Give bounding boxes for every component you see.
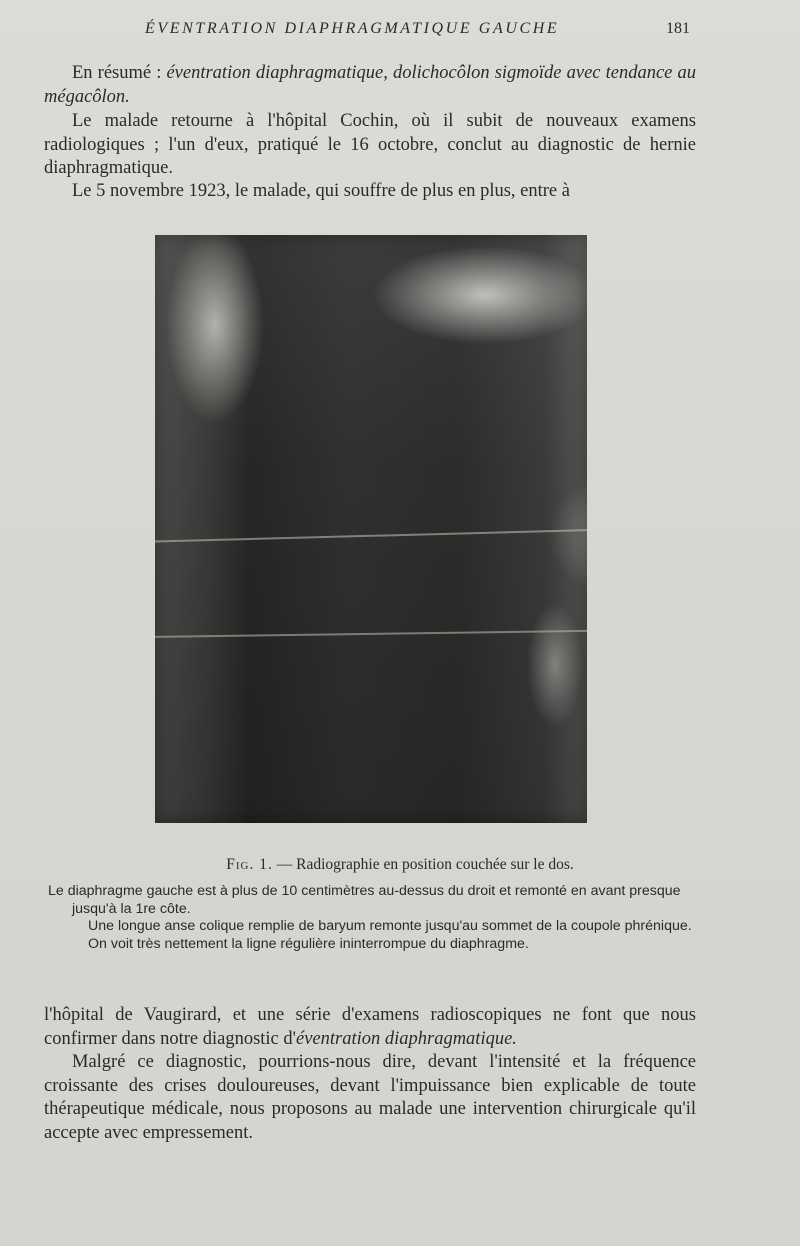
paragraph-summary [44,62,696,109]
figure-caption [0,856,800,874]
paragraph-admission: Le 5 novembre 1923, le malade, qui souffre de plus en plus, entre à [72,181,570,201]
figure-label: Fig. 1. [226,856,273,873]
running-head [0,20,800,44]
vaugirard-lead: l'hôpital de Vaugirard, et une série d'examens radioscopiques ne font que nous confirmer dans notre diagnostic d' [44,1005,696,1049]
radiograph-crease [155,529,587,544]
figure-title: — Radiographie en position couchée sur le dos. [272,856,574,873]
legend-line-3: On voit très nettement la ligne régulière ininterrompue du diaphragme. [88,935,529,952]
vaugirard-diagnosis: éventration diaphragmatique. [295,1028,517,1049]
radiograph-crease [155,630,587,639]
figure-legend [48,883,700,953]
page-number: 181 [666,20,690,37]
paragraph-cochin: Le malade retourne à l'hôpital Cochin, où il subit de nouveaux examens radiologiques ; l'un d'eux, pratiqué le 16 octobre, conclut au diagnostic de hernie diaphragmatique. [44,111,696,178]
radiograph-figure [155,235,587,823]
summary-lead: En résumé : [72,63,167,83]
running-head-title: ÉVENTRATION DIAPHRAGMATIQUE GAUCHE [145,20,560,37]
summary-diagnosis: éventration diaphragmatique, dolichocôlon sigmoïde avec tendance au mégacôlon. [44,63,696,107]
paragraph-vaugirard [44,1004,696,1051]
paragraph-intervention: Malgré ce diagnostic, pourrions-nous dire, devant l'intensité et la fréquence croissante des crises douloureuses, devant l'impuissance bien explicable de toute thérapeutique médicale, nous proposons au malade une intervention chirurgicale qu'il accepte avec empressement. [44,1052,696,1143]
legend-line-1: Le diaphragme gauche est à plus de 10 centimètres au-dessus du droit et remonté en avant presque jusqu'à la 1re côte. [48,883,681,917]
legend-line-2: Une longue anse colique remplie de baryum remonte jusqu'au sommet de la coupole phrénique. [88,918,692,934]
